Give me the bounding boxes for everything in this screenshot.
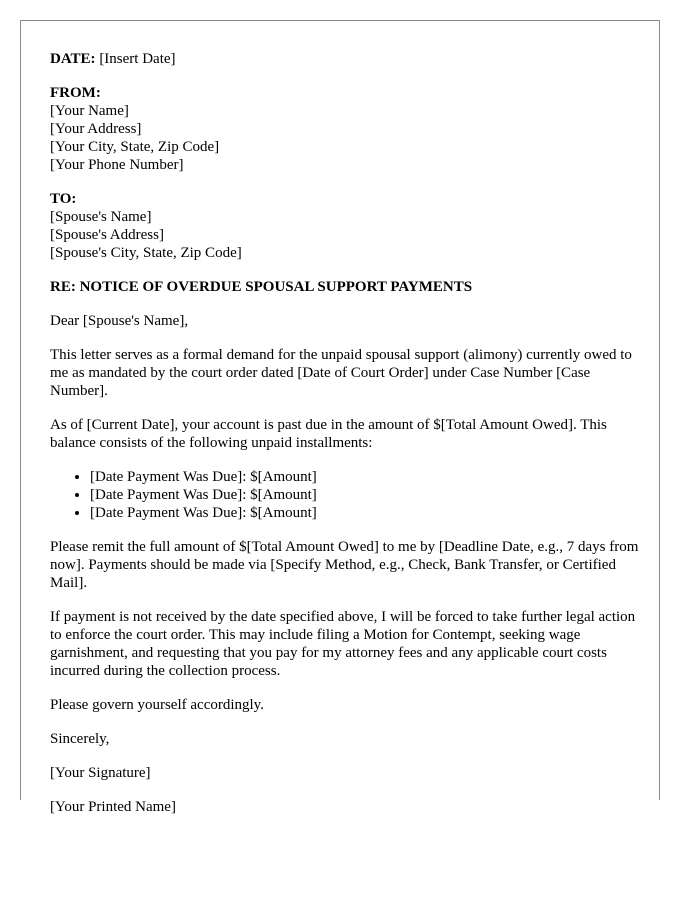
paragraph-past-due: As of [Current Date], your account is past due in the amount of $[Total Amount Owed]. This balance consists of the following unpaid installments: (50, 417, 607, 451)
from-phone: [Your Phone Number] (50, 157, 184, 173)
from-block (50, 84, 640, 174)
from-address: [Your Address] (50, 121, 142, 137)
to-address: [Spouse's Address] (50, 227, 164, 243)
letter-page (20, 20, 660, 815)
salutation: Dear [Spouse's Name], (50, 313, 189, 329)
paragraph-legal-action: If payment is not received by the date specified above, I will be forced to take further legal action to enforce the court order. This may include filing a Motion for Contempt, seeking wage garnishment, and requesting that you pay for my attorney fees and any applicable court costs incurred during the collection process. (50, 609, 636, 679)
installment-item: • [Date Payment Was Due]: $[Amount] (90, 504, 640, 522)
date-label: DATE: (50, 51, 96, 67)
paragraph-remit: Please remit the full amount of $[Total Amount Owed] to me by [Deadline Date, e.g., 7 days from now]. Payments should be made via [Specify Method, e.g., Check, Bank Transfer, or Certified Mail]. (50, 539, 639, 591)
installments-list (50, 468, 640, 522)
date-block (50, 50, 640, 68)
from-name: [Your Name] (50, 103, 129, 119)
date-value: [Insert Date] (95, 51, 176, 67)
paragraph-demand: This letter serves as a formal demand for the unpaid spousal support (alimony) currently owed to me as mandated by the court order dated [Date of Court Order] under Case Number [Case Number]. (50, 347, 632, 399)
installment-item: • [Date Payment Was Due]: $[Amount] (90, 486, 640, 504)
from-city-state-zip: [Your City, State, Zip Code] (50, 139, 220, 155)
signature: [Your Signature] (50, 765, 151, 781)
to-city-state-zip: [Spouse's City, State, Zip Code] (50, 245, 242, 261)
closing: Sincerely, (50, 731, 110, 747)
paragraph-govern: Please govern yourself accordingly. (50, 697, 264, 713)
to-block (50, 190, 640, 262)
printed-name: [Your Printed Name] (50, 799, 176, 815)
from-label: FROM: (50, 85, 101, 101)
installment-item: • [Date Payment Was Due]: $[Amount] (90, 468, 640, 486)
letter-content (50, 50, 640, 832)
to-label: TO: (50, 191, 77, 207)
subject-line: RE: NOTICE OF OVERDUE SPOUSAL SUPPORT PAYMENTS (50, 279, 473, 295)
to-name: [Spouse's Name] (50, 209, 152, 225)
